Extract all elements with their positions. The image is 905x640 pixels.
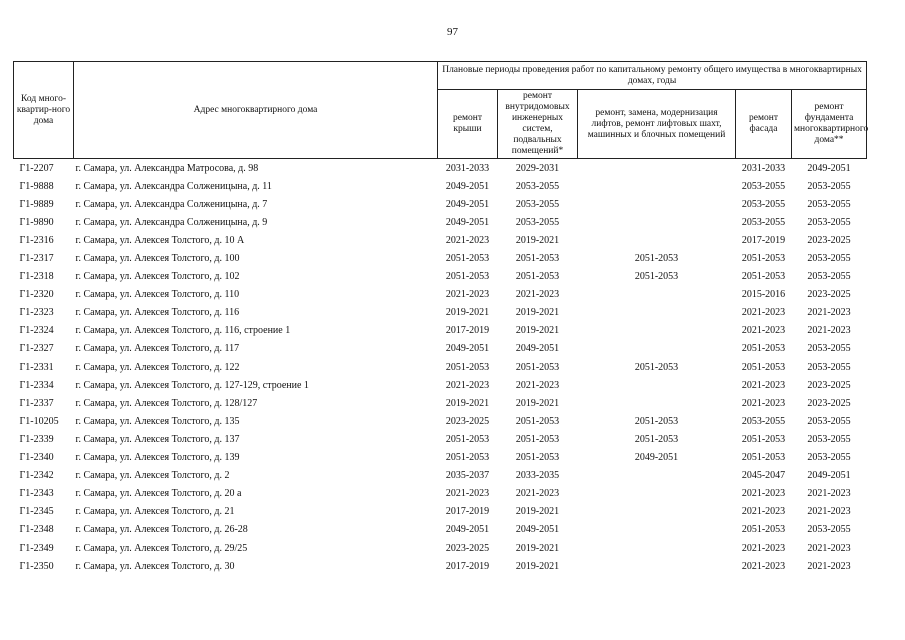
cell-elevators (578, 159, 736, 178)
cell-internal-systems: 2019-2021 (515, 560, 560, 572)
cell-facade: 2051-2053 (741, 524, 786, 536)
cell-roof: 2051-2053 (445, 361, 490, 373)
table-row (14, 304, 867, 322)
cell-elevators: 2051-2053 (634, 433, 679, 445)
cell-roof: 2017-2019 (445, 325, 490, 337)
cell-internal-systems: 2021-2023 (515, 289, 560, 301)
cell-internal-systems: 2033-2035 (515, 470, 560, 482)
cell-internal-systems: 2053-2055 (515, 180, 560, 192)
cell-code: Г1-2327 (19, 343, 54, 355)
cell-elevators (578, 376, 736, 394)
table-row (14, 376, 867, 394)
table-row (14, 412, 867, 430)
cell-address: г. Самара, ул. Алексея Толстого, д. 21 (75, 506, 235, 518)
cell-foundation: 2049-2051 (807, 162, 851, 174)
cell-foundation: 2023-2025 (807, 397, 851, 409)
cell-address: г. Самара, ул. Алексея Толстого, д. 135 (75, 415, 240, 427)
cell-foundation: 2053-2055 (807, 180, 851, 192)
table-row (14, 539, 867, 557)
table-row (14, 213, 867, 231)
cell-foundation: 2053-2055 (807, 253, 851, 265)
cell-code: Г1-2317 (19, 253, 54, 265)
cell-address: г. Самара, ул. Алексея Толстого, д. 30 (75, 560, 235, 572)
table-row (14, 159, 867, 178)
cell-foundation: 2053-2055 (807, 452, 851, 464)
cell-foundation: 2053-2055 (807, 415, 851, 427)
cell-code: Г1-9888 (19, 180, 54, 192)
header-facade: ремонт фасада (736, 90, 792, 159)
cell-facade: 2015-2016 (741, 289, 786, 301)
cell-address: г. Самара, ул. Алексея Толстого, д. 110 (75, 289, 240, 301)
cell-elevators (578, 503, 736, 521)
cell-roof: 2023-2025 (445, 415, 490, 427)
table-row (14, 268, 867, 286)
cell-facade: 2021-2023 (741, 379, 786, 391)
header-periods: Плановые периоды проведения работ по капитальному ремонту общего имущества в многоквартирных домах, годы (438, 62, 867, 90)
cell-elevators (578, 539, 736, 557)
cell-code: Г1-2337 (19, 397, 54, 409)
cell-address: г. Самара, ул. Алексея Толстого, д. 117 (75, 343, 240, 355)
cell-foundation: 2053-2055 (807, 433, 851, 445)
cell-elevators: 2051-2053 (634, 271, 679, 283)
cell-code: Г1-2348 (19, 524, 54, 536)
cell-code: Г1-10205 (19, 415, 59, 427)
cell-elevators: 2051-2053 (634, 415, 679, 427)
cell-facade: 2021-2023 (741, 307, 786, 319)
cell-facade: 2051-2053 (741, 343, 786, 355)
cell-facade: 2053-2055 (741, 198, 786, 210)
cell-roof: 2049-2051 (445, 216, 490, 228)
cell-roof: 2023-2025 (445, 542, 490, 554)
table-row (14, 195, 867, 213)
cell-foundation: 2021-2023 (807, 488, 851, 500)
cell-elevators (578, 304, 736, 322)
header-roof: ремонт крыши (438, 90, 498, 159)
cell-internal-systems: 2051-2053 (515, 253, 560, 265)
cell-facade: 2021-2023 (741, 560, 786, 572)
header-elevators: ремонт, замена, модернизация лифтов, ремонт лифтовых шахт, машинных и блочных помещений (578, 90, 736, 159)
cell-foundation: 2021-2023 (807, 325, 851, 337)
cell-roof: 2019-2021 (445, 397, 490, 409)
cell-roof: 2035-2037 (445, 470, 490, 482)
cell-facade: 2031-2033 (741, 162, 786, 174)
cell-internal-systems: 2019-2021 (515, 325, 560, 337)
cell-elevators (578, 177, 736, 195)
table-row (14, 177, 867, 195)
cell-internal-systems: 2049-2051 (515, 524, 560, 536)
table-row (14, 249, 867, 267)
cell-elevators: 2049-2051 (634, 452, 679, 464)
cell-facade: 2051-2053 (741, 433, 786, 445)
cell-internal-systems: 2049-2051 (515, 343, 560, 355)
cell-code: Г1-2349 (19, 542, 54, 554)
cell-facade: 2021-2023 (741, 397, 786, 409)
table-row (14, 322, 867, 340)
cell-code: Г1-2318 (19, 271, 54, 283)
cell-address: г. Самара, ул. Александра Матросова, д. 98 (75, 162, 259, 174)
table-body (14, 159, 867, 576)
cell-code: Г1-2323 (19, 307, 54, 319)
cell-roof: 2051-2053 (445, 253, 490, 265)
cell-address: г. Самара, ул. Алексея Толстого, д. 137 (75, 433, 240, 445)
page-number: 97 (447, 26, 458, 38)
cell-foundation: 2053-2055 (807, 216, 851, 228)
cell-elevators (578, 521, 736, 539)
cell-facade: 2045-2047 (741, 470, 786, 482)
cell-roof: 2017-2019 (445, 560, 490, 572)
table-row (14, 286, 867, 304)
cell-code: Г1-2350 (19, 560, 54, 572)
cell-roof: 2049-2051 (445, 198, 490, 210)
cell-facade: 2051-2053 (741, 361, 786, 373)
cell-roof: 2017-2019 (445, 506, 490, 518)
cell-foundation: 2049-2051 (807, 470, 851, 482)
cell-address: г. Самара, ул. Алексея Толстого, д. 102 (75, 271, 240, 283)
cell-roof: 2021-2023 (445, 289, 490, 301)
table-row (14, 503, 867, 521)
cell-code: Г1-2320 (19, 289, 54, 301)
cell-foundation: 2021-2023 (807, 307, 851, 319)
cell-code: Г1-2324 (19, 325, 54, 337)
cell-roof: 2051-2053 (445, 271, 490, 283)
cell-internal-systems: 2051-2053 (515, 271, 560, 283)
cell-facade: 2053-2055 (741, 180, 786, 192)
table-row (14, 358, 867, 376)
cell-elevators (578, 394, 736, 412)
cell-foundation: 2053-2055 (807, 343, 851, 355)
cell-facade: 2021-2023 (741, 325, 786, 337)
cell-code: Г1-2334 (19, 379, 54, 391)
cell-internal-systems: 2019-2021 (515, 307, 560, 319)
cell-elevators (578, 195, 736, 213)
cell-roof: 2031-2033 (445, 162, 490, 174)
table-row (14, 430, 867, 448)
cell-facade: 2051-2053 (741, 271, 786, 283)
cell-facade: 2017-2019 (741, 234, 786, 246)
cell-address: г. Самара, ул. Александра Солженицына, д. 9 (75, 216, 268, 228)
table-row (14, 557, 867, 575)
cell-foundation: 2023-2025 (807, 234, 851, 246)
cell-foundation: 2053-2055 (807, 524, 851, 536)
cell-elevators (578, 322, 736, 340)
cell-address: г. Самара, ул. Алексея Толстого, д. 116, строение 1 (75, 325, 291, 337)
cell-address: г. Самара, ул. Алексея Толстого, д. 127-129, строение 1 (75, 379, 309, 391)
cell-code: Г1-9890 (19, 216, 54, 228)
cell-foundation: 2021-2023 (807, 560, 851, 572)
cell-address: г. Самара, ул. Александра Солженицына, д. 11 (75, 180, 272, 192)
cell-address: г. Самара, ул. Александра Солженицына, д. 7 (75, 198, 268, 210)
cell-code: Г1-2339 (19, 433, 54, 445)
cell-facade: 2053-2055 (741, 415, 786, 427)
cell-roof: 2021-2023 (445, 488, 490, 500)
table-row (14, 394, 867, 412)
cell-internal-systems: 2053-2055 (515, 216, 560, 228)
cell-address: г. Самара, ул. Алексея Толстого, д. 26-28 (75, 524, 248, 536)
cell-elevators (578, 340, 736, 358)
cell-internal-systems: 2019-2021 (515, 542, 560, 554)
table-row (14, 485, 867, 503)
table-row (14, 521, 867, 539)
cell-elevators (578, 286, 736, 304)
cell-address: г. Самара, ул. Алексея Толстого, д. 139 (75, 452, 240, 464)
cell-elevators (578, 231, 736, 249)
table-header (14, 62, 867, 159)
cell-facade: 2051-2053 (741, 452, 786, 464)
cell-address: г. Самара, ул. Алексея Толстого, д. 122 (75, 361, 240, 373)
cell-roof: 2051-2053 (445, 452, 490, 464)
cell-code: Г1-2316 (19, 234, 54, 246)
cell-code: Г1-2345 (19, 506, 54, 518)
cell-foundation: 2053-2055 (807, 361, 851, 373)
table-row (14, 467, 867, 485)
table-row (14, 231, 867, 249)
cell-roof: 2051-2053 (445, 433, 490, 445)
cell-elevators (578, 485, 736, 503)
cell-internal-systems: 2053-2055 (515, 198, 560, 210)
cell-facade: 2021-2023 (741, 506, 786, 518)
cell-foundation: 2023-2025 (807, 289, 851, 301)
cell-internal-systems: 2051-2053 (515, 433, 560, 445)
cell-address: г. Самара, ул. Алексея Толстого, д. 29/25 (75, 542, 248, 554)
cell-internal-systems: 2021-2023 (515, 379, 560, 391)
cell-facade: 2053-2055 (741, 216, 786, 228)
cell-internal-systems: 2019-2021 (515, 234, 560, 246)
cell-foundation: 2053-2055 (807, 271, 851, 283)
cell-internal-systems: 2051-2053 (515, 452, 560, 464)
cell-code: Г1-2331 (19, 361, 54, 373)
capital-repair-schedule-table (13, 61, 867, 575)
cell-facade: 2021-2023 (741, 542, 786, 554)
header-foundation: ремонт фундамента многоквартирного дома** (792, 90, 867, 159)
cell-address: г. Самара, ул. Алексея Толстого, д. 2 (75, 470, 230, 482)
cell-roof: 2019-2021 (445, 307, 490, 319)
header-code: Код много-квартир-ного дома (14, 62, 74, 159)
cell-elevators (578, 213, 736, 231)
cell-address: г. Самара, ул. Алексея Толстого, д. 20 а (75, 488, 242, 500)
cell-address: г. Самара, ул. Алексея Толстого, д. 128/127 (75, 397, 258, 409)
cell-address: г. Самара, ул. Алексея Толстого, д. 100 (75, 253, 240, 265)
table-row (14, 340, 867, 358)
cell-internal-systems: 2051-2053 (515, 361, 560, 373)
cell-foundation: 2021-2023 (807, 506, 851, 518)
cell-address: г. Самара, ул. Алексея Толстого, д. 116 (75, 307, 240, 319)
cell-address: г. Самара, ул. Алексея Толстого, д. 10 А (75, 234, 245, 246)
cell-internal-systems: 2019-2021 (515, 397, 560, 409)
cell-elevators (578, 467, 736, 485)
cell-foundation: 2021-2023 (807, 542, 851, 554)
cell-code: Г1-2342 (19, 470, 54, 482)
cell-code: Г1-2340 (19, 452, 54, 464)
cell-roof: 2049-2051 (445, 180, 490, 192)
cell-code: Г1-2343 (19, 488, 54, 500)
cell-foundation: 2053-2055 (807, 198, 851, 210)
cell-roof: 2049-2051 (445, 343, 490, 355)
cell-elevators: 2051-2053 (634, 361, 679, 373)
cell-code: Г1-2207 (19, 162, 54, 174)
table-row (14, 449, 867, 467)
cell-foundation: 2023-2025 (807, 379, 851, 391)
cell-internal-systems: 2021-2023 (515, 488, 560, 500)
header-internal-systems: ремонт внутридомовых инженерных систем, подвальных помещений* (498, 90, 578, 159)
cell-roof: 2049-2051 (445, 524, 490, 536)
cell-facade: 2021-2023 (741, 488, 786, 500)
cell-elevators (578, 557, 736, 575)
cell-internal-systems: 2051-2053 (515, 415, 560, 427)
cell-code: Г1-9889 (19, 198, 54, 210)
cell-roof: 2021-2023 (445, 379, 490, 391)
header-address: Адрес многоквартирного дома (74, 62, 438, 159)
cell-elevators: 2051-2053 (634, 253, 679, 265)
cell-roof: 2021-2023 (445, 234, 490, 246)
cell-facade: 2051-2053 (741, 253, 786, 265)
cell-internal-systems: 2019-2021 (515, 506, 560, 518)
cell-internal-systems: 2029-2031 (515, 162, 560, 174)
